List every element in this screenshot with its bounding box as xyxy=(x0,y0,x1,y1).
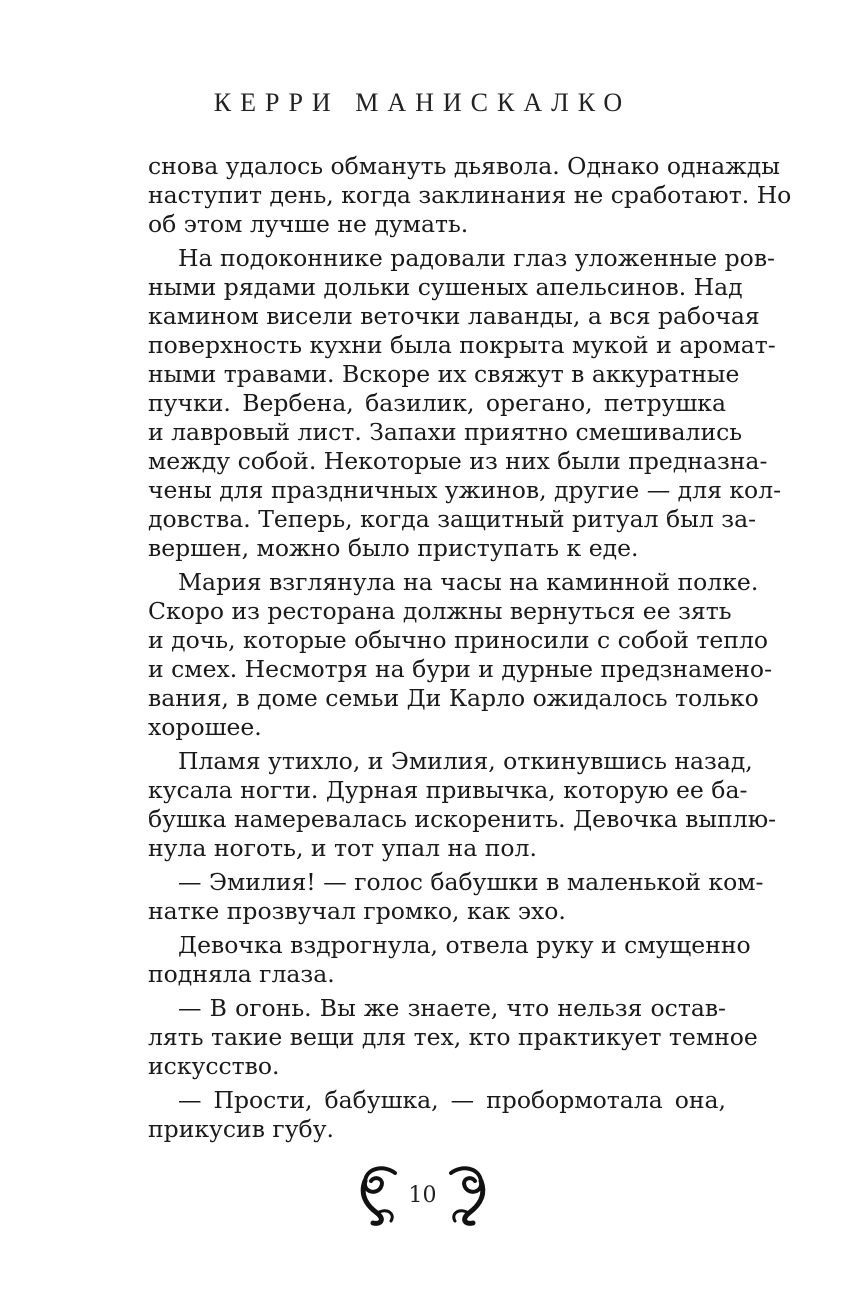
text-line: лять такие вещи для тех, кто практикует темное xyxy=(148,1023,758,1051)
text-line: наступит день, когда заклинания не сработают. Но xyxy=(148,181,792,209)
text-line: вания, в доме семьи Ди Карло ожидалось только xyxy=(148,684,759,712)
text-line: снова удалось обмануть дьявола. Однако однажды xyxy=(148,152,780,180)
swirl-ornament-left-icon xyxy=(355,1163,403,1227)
text-line: ными рядами дольки сушеных апельсинов. Над xyxy=(148,273,743,301)
text-line: — В огонь. Вы же знаете, что нельзя остав- xyxy=(178,994,726,1022)
text-line: натке прозвучал громко, как эхо. xyxy=(148,897,566,925)
text-line: между собой. Некоторые из них были предназна- xyxy=(148,447,768,475)
text-line: пучки. Вербена, базилик, орегано, петрушка xyxy=(148,389,726,417)
text-line: хорошее. xyxy=(148,713,262,741)
text-line: и дочь, которые обычно приносили с собой тепло xyxy=(148,626,769,654)
text-line: Скоро из ресторана должны вернуться ее зять xyxy=(148,597,732,625)
text-line: бушка намеревалась искоренить. Девочка выплю- xyxy=(148,805,777,833)
text-line: нула ноготь, и тот упал на пол. xyxy=(148,834,537,862)
text-line: и смех. Несмотря на бури и дурные предзнамено- xyxy=(148,655,773,683)
text-line: об этом лучше не думать. xyxy=(148,210,469,238)
text-line: Мария взглянула на часы на каминной полке. xyxy=(178,568,759,596)
swirl-ornament-right-icon xyxy=(443,1163,491,1227)
text-line: подняла глаза. xyxy=(148,960,335,988)
running-head-author: КЕРРИ МАНИСКАЛКО xyxy=(213,88,632,117)
text-line: вершен, можно было приступать к еде. xyxy=(148,534,639,562)
text-line: кусала ногти. Дурная привычка, которую ее ба- xyxy=(148,776,748,804)
text-line: На подоконнике радовали глаз уложенные ров- xyxy=(178,244,776,272)
text-line: искусство. xyxy=(148,1052,280,1080)
body-text xyxy=(148,152,792,1144)
text-line: — Эмилия! — голос бабушки в маленькой ком- xyxy=(178,868,764,896)
page-number: 10 xyxy=(408,1182,437,1208)
text-line: чены для праздничных ужинов, другие — для кол- xyxy=(148,476,782,504)
text-line: поверхность кухни была покрыта мукой и аромат- xyxy=(148,331,776,359)
text-line: и лавровый лист. Запахи приятно смешивались xyxy=(148,418,743,446)
text-line: Пламя утихло, и Эмилия, откинувшись назад, xyxy=(178,747,753,775)
text-line: ными травами. Вскоре их свяжут в аккуратные xyxy=(148,360,740,388)
text-line: камином висели веточки лаванды, а вся рабочая xyxy=(148,302,760,330)
text-line: — Прости, бабушка, — пробормотала она, xyxy=(178,1086,726,1114)
page-folio xyxy=(0,1160,845,1230)
text-line: довства. Теперь, когда защитный ритуал был за- xyxy=(148,505,757,533)
text-line: Девочка вздрогнула, отвела руку и смущенно xyxy=(178,931,751,959)
text-line: прикусив губу. xyxy=(148,1115,334,1143)
